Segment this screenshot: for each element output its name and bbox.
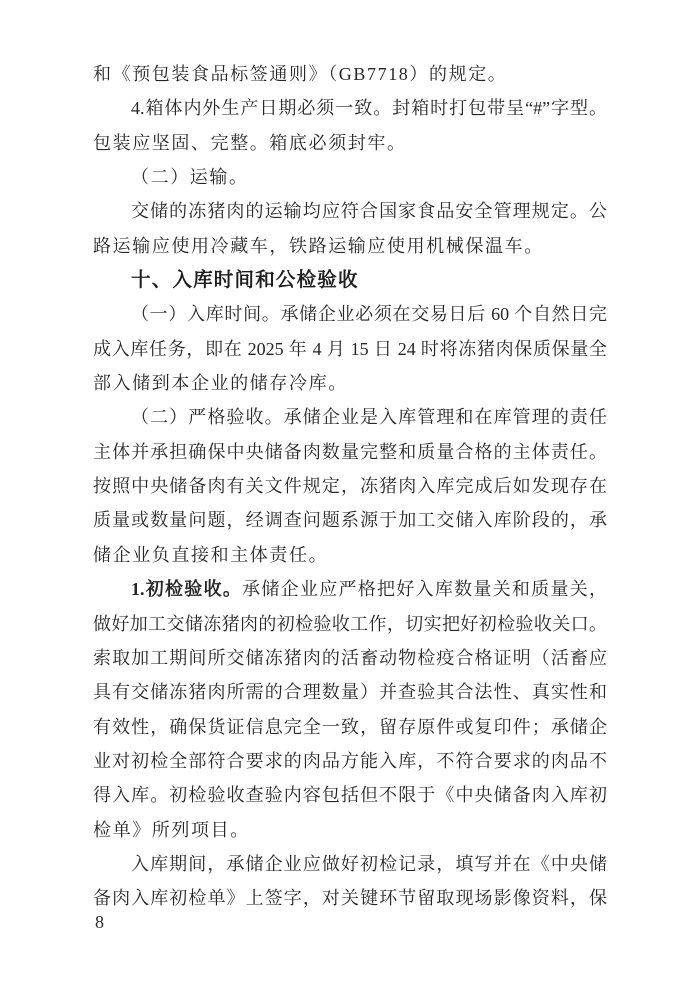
text-line: [93, 641, 607, 675]
body-text: 路运输应使用冷藏车，铁路运输应使用机械保温车。: [93, 235, 544, 256]
body-text: 做好加工交储冻猪肉的初检验收工作，切实把好初检验收关口。: [93, 613, 607, 634]
body-text: 储企业负直接和主体责任。: [93, 544, 329, 565]
body-text: 交储的冻猪肉的运输均应符合国家食品安全管理规定。公: [131, 201, 607, 222]
text-line: [93, 400, 607, 434]
text-line: [93, 469, 607, 503]
text-line: [93, 57, 607, 91]
body-text: 按照中央储备肉有关文件规定，冻猪肉入库完成后如发现存在: [93, 476, 607, 497]
text-line: [93, 813, 607, 847]
text-line: [93, 744, 607, 778]
emphasis-text: 十、入库时间和公检验收: [131, 269, 359, 292]
body-text: 具有交储冻猪肉所需的合理数量）并查验其合法性、真实性和: [93, 682, 607, 703]
body-text: 有效性，确保货证信息完全一致，留存原件或复印件；承储企: [93, 716, 607, 737]
text-line: [93, 366, 607, 400]
body-text: 入库期间，承储企业应做好初检记录，填写并在《中央储: [131, 853, 607, 874]
text-line: [93, 607, 607, 641]
body-text: 成入库任务，即在 2025 年 4 月 15 日 24 时将冻猪肉保质保量全: [93, 338, 607, 359]
body-text: 和《预包装食品标签通则》（GB7718）的规定。: [93, 64, 508, 84]
emphasis-text: 1.初检验收。: [131, 579, 243, 600]
body-text: 包装应坚固、完整。箱底必须封牢。: [93, 132, 407, 153]
text-line: [93, 538, 607, 572]
text-line: [93, 160, 607, 194]
text-line: [93, 332, 607, 366]
body-text: 备肉入库初检单》上签字，对关键环节留取现场影像资料，保: [93, 888, 607, 909]
text-line: [93, 881, 607, 915]
body-text: （二）严格验收。承储企业是入库管理和在库管理的责任: [131, 407, 607, 428]
text-line: [93, 297, 607, 331]
body-text: 得入库。初检验收查验内容包括但不限于《中央储备肉入库初: [93, 785, 607, 806]
body-text: 承储企业应严格把好入库数量关和质量关，: [242, 579, 607, 600]
text-line: [93, 126, 607, 160]
section-heading: [93, 263, 607, 297]
document-body: [93, 57, 607, 916]
body-text: （二）运输。: [131, 167, 249, 188]
text-line: [93, 91, 607, 125]
text-line: [93, 572, 607, 606]
text-line: [93, 435, 607, 469]
text-line: [93, 710, 607, 744]
page-number: 8: [95, 912, 104, 932]
text-line: [93, 229, 607, 263]
text-line: [93, 194, 607, 228]
body-text: 检单》所列项目。: [93, 819, 250, 840]
body-text: （一）入库时间。承储企业必须在交易日后 60 个自然日完: [131, 304, 607, 325]
text-line: [93, 847, 607, 881]
body-text: 4.箱体内外生产日期必须一致。封箱时打包带呈“#”字型。: [131, 98, 607, 119]
text-line: [93, 675, 607, 709]
body-text: 业对初检全部符合要求的肉品方能入库，不符合要求的肉品不: [93, 750, 607, 771]
text-line: [93, 503, 607, 537]
body-text: 质量或数量问题，经调查问题系源于加工交储入库阶段的，承: [93, 510, 607, 531]
body-text: 部入储到本企业的储存冷库。: [93, 373, 348, 394]
body-text: 索取加工期间所交储冻猪肉的活畜动物检疫合格证明（活畜应: [93, 647, 607, 668]
text-line: [93, 778, 607, 812]
body-text: 主体并承担确保中央储备肉数量完整和质量合格的主体责任。: [93, 441, 607, 462]
